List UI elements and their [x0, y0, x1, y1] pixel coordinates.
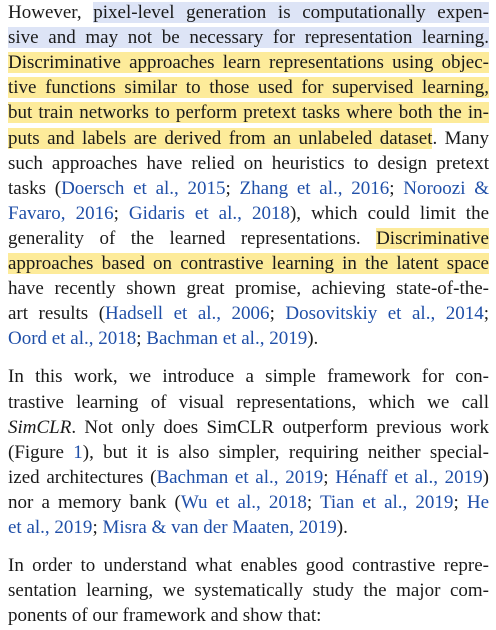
- paragraph-1-line: [8, 100, 489, 125]
- text-run: ;: [323, 466, 336, 488]
- highlight-yellow: but train networks to perform pretext tasks where both the in-: [8, 102, 489, 124]
- text-run: However,: [8, 2, 94, 23]
- paragraph-1-line: [8, 251, 489, 276]
- text-run: ), which could limit the: [289, 202, 490, 224]
- highlight-blue: pixel-level generation is computationally expen-: [93, 2, 490, 23]
- highlight-yellow: puts and labels are derived from an unlabeled dataset: [8, 127, 433, 149]
- highlight-blue: sive and may not be necessary for representation learning.: [8, 27, 489, 49]
- citation-link[interactable]: Oord et al., 2018: [8, 328, 137, 350]
- text-run: generality of the learned representations.: [8, 227, 377, 249]
- text-run: In this work, we introduce a simple framework for con-: [8, 366, 489, 388]
- paragraph-1-line: [8, 151, 489, 176]
- citation-link[interactable]: Hadsell et al., 2006: [105, 303, 270, 325]
- text-run: (Figure: [8, 441, 74, 463]
- text-run: such approaches have relied on heuristics to design pretext: [8, 152, 489, 174]
- text-run: ;: [453, 491, 467, 513]
- paragraph-1-line: [8, 0, 489, 25]
- citation-link[interactable]: Tian et al., 2019: [319, 491, 454, 513]
- paragraph-2-line: [8, 415, 489, 440]
- paragraph-2-line: [8, 465, 489, 490]
- text-run: art results (: [8, 303, 106, 325]
- text-run: ponents of our framework and show that:: [8, 605, 322, 627]
- text-run: ized architectures (: [8, 466, 157, 488]
- paragraph-3-line: [8, 578, 489, 603]
- paragraph-3-line: [8, 603, 489, 628]
- text-run: ).: [336, 517, 348, 538]
- paragraph-1-line: [8, 50, 489, 75]
- text-run: ), but it is also simpler, requiring neither special-: [82, 441, 489, 463]
- highlight-yellow: approaches based on contrastive learning in the latent space: [8, 253, 489, 274]
- text-run: ;: [92, 517, 103, 538]
- highlight-yellow: tive functions similar to those used for supervised learning,: [8, 77, 489, 99]
- text-run: In order to understand what enables good contrastive repre-: [8, 555, 489, 577]
- highlight-yellow: Discriminative approaches learn representations using objec-: [8, 52, 489, 74]
- paragraph-1-line: [8, 126, 489, 151]
- citation-link[interactable]: et al., 2019: [8, 517, 93, 538]
- paragraph-2-line: [8, 440, 489, 465]
- text-run: ;: [225, 177, 240, 199]
- citation-link[interactable]: Wu et al., 2018: [180, 491, 307, 513]
- text-run: . Not only does SimCLR outperform previous work: [71, 416, 489, 438]
- citation-link[interactable]: He: [466, 491, 490, 513]
- text-run: have recently shown great promise, achieving state-of-the-: [8, 278, 489, 300]
- text-run: ;: [269, 303, 286, 325]
- citation-link[interactable]: Zhang et al., 2016: [239, 177, 390, 199]
- citation-link[interactable]: Favaro, 2016: [8, 202, 114, 224]
- highlight-yellow: Discriminative: [376, 227, 489, 249]
- text-run: trastive learning of visual representations, which we call: [8, 391, 489, 413]
- text-run: sentation learning, we systematically study the major com-: [8, 580, 489, 602]
- paragraph-2-line: [8, 490, 489, 515]
- citation-link[interactable]: Bachman et al., 2019: [146, 328, 308, 350]
- paragraph-1-line: [8, 25, 489, 50]
- text-run: tasks (: [8, 177, 62, 199]
- text-run: nor a memory bank (: [8, 491, 181, 513]
- citation-link[interactable]: Doersch et al., 2015: [61, 177, 226, 199]
- paragraph-2-line: [8, 390, 489, 415]
- text-run: ;: [136, 328, 147, 350]
- paragraph-1-line: [8, 201, 489, 226]
- text-run: ;: [389, 177, 404, 199]
- citation-link[interactable]: Gidaris et al., 2018: [128, 202, 290, 224]
- paragraph-1-line: [8, 226, 489, 251]
- citation-link[interactable]: Hénaff et al., 2019: [335, 466, 483, 488]
- citation-link[interactable]: 1: [73, 441, 83, 463]
- citation-link[interactable]: Dosovitskiy et al., 2014: [285, 303, 484, 325]
- citation-link[interactable]: Misra & van der Maaten, 2019: [102, 517, 337, 538]
- paragraph-1-line: [8, 301, 489, 326]
- paragraph-2-line: [8, 364, 489, 389]
- paragraph-3-line: [8, 553, 489, 578]
- paragraph-1-line: [8, 276, 489, 301]
- paragraph-1-line: [8, 326, 489, 351]
- paragraph-1-line: [8, 176, 489, 201]
- paragraph-2-line: [8, 515, 489, 540]
- citation-link[interactable]: Bachman et al., 2019: [156, 466, 324, 488]
- paragraph-1-line: [8, 75, 489, 100]
- text-run: ;: [113, 202, 129, 224]
- emphasis-text: SimCLR: [8, 416, 72, 438]
- text-run: . Many: [432, 127, 489, 149]
- text-run: ): [482, 466, 489, 488]
- text-run: ).: [307, 328, 319, 350]
- text-run: ;: [483, 303, 489, 325]
- citation-link[interactable]: Noroozi &: [403, 177, 490, 199]
- text-run: ;: [306, 491, 320, 513]
